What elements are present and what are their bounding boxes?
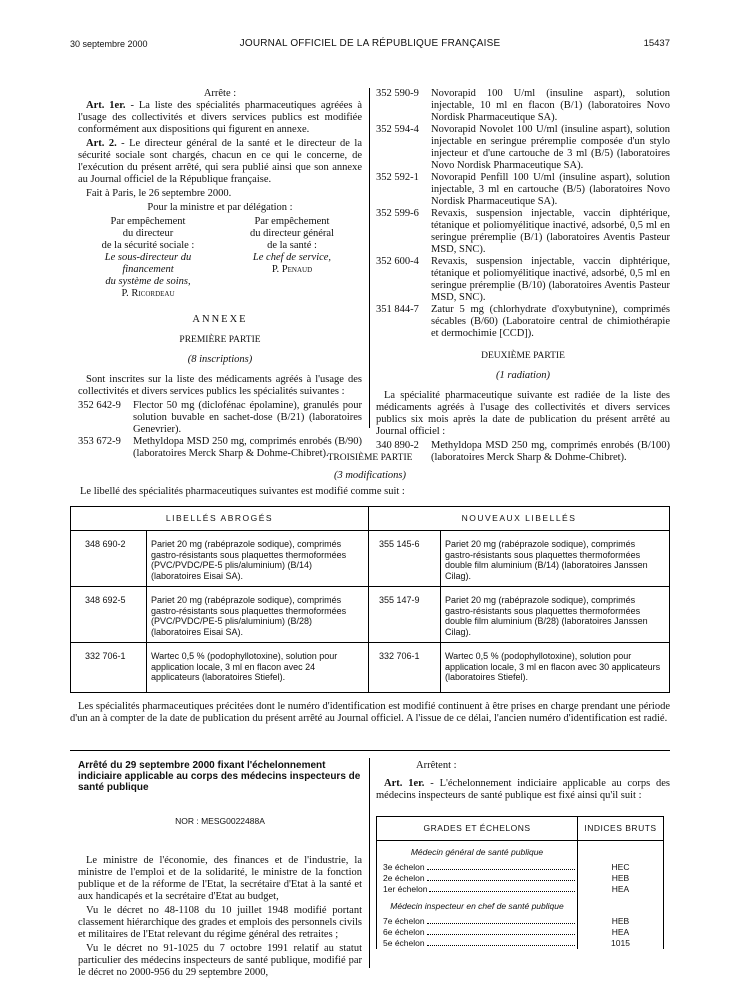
column-header-new: NOUVEAUX LIBELLÉS (369, 507, 670, 531)
article-2-text: - Le directeur général de la santé et le directeur de la sécurité sociale sont chargés, chacun en ce qui le concerne, de l'exécution du présent arrêté, qui sera publié ainsi que son annexe au Journal officiel de la République française. (78, 138, 362, 185)
sig-right-name: P. Penaud (271, 264, 313, 275)
decree-article-1-text: - L'échelonnement indiciaire applicable au corps des médecins inspecteurs de santé publique est fixé ainsi qu'il suit : (376, 778, 670, 801)
item-number: 352 590-9 (376, 88, 419, 99)
item-text: Revaxis, suspension injectable, vaccin diphtérique, tétanique et poliomyélitique inactivé, adsorbé, 0,5 ml en seringue préremplie (B/10) (laboratoires Aventis Pasteur MSD, SNC). (431, 256, 670, 303)
list-item (376, 124, 670, 172)
item-number: 351 844-7 (376, 304, 419, 315)
table-row (377, 873, 664, 884)
grade-label: 5e échelon (383, 938, 425, 948)
header-title: JOURNAL OFFICIEL DE LA RÉPUBLIQUE FRANÇAISE (239, 38, 501, 49)
item-text: Novorapid 100 U/ml (insuline aspart), solution injectable, 10 ml en flacon (B/1) (laboratoires Novo Nordisk Pharmaceutique SA). (431, 88, 670, 123)
part-2-subtitle: (1 radiation) (496, 370, 550, 381)
part-1-subtitle: (8 inscriptions) (187, 354, 253, 365)
dot-leader (427, 873, 575, 881)
column-header-grades: GRADES ET ÉCHELONS (377, 817, 578, 841)
new-label: Pariet 20 mg (rabéprazole sodique), comprimés gastro-résistants sous plaquettes thermoformées double film aluminium (B/14) (laboratoires Janssen Cilag). (441, 531, 670, 587)
column-header-indices: INDICES BRUTS (578, 817, 664, 841)
new-label: Wartec 0,5 % (podophyllotoxine), solution pour application locale, 3 ml en flacon avec 30 applicateurs (laboratoires Stiefel). (441, 643, 670, 693)
grade-label: 2e échelon (383, 873, 425, 883)
empty-cell (578, 841, 664, 863)
article-1-label: Art. 1er. (86, 100, 126, 111)
table-row (71, 587, 670, 643)
sig-left-line: du système de soins, (105, 276, 191, 287)
sig-left-line: Le sous-directeur du financement (104, 252, 192, 275)
nor-reference: NOR : MESG0022488A (175, 816, 265, 826)
column-divider (369, 88, 370, 428)
table-header-row (71, 507, 670, 531)
decree-visa-1: Vu le décret no 48-1108 du 10 juillet 1948 modifié portant classement hiérarchique des grades et emplois des personnels civils et militaires de l'Etat relevant du régime général des retraites ; (78, 905, 362, 940)
item-text: Zatur 5 mg (chlorhydrate d'oxybutynine), comprimés sécables (B/60) (Laboratoire central de chimiothérapie et dermochimie [CCD]). (431, 304, 670, 339)
index-value: 1015 (578, 938, 664, 949)
decree-right (376, 760, 670, 949)
part-3-title: TROISIÈME PARTIE (327, 453, 413, 463)
index-value: HEA (578, 927, 664, 938)
table-row (377, 938, 664, 949)
decree-article-1 (376, 778, 670, 802)
arrete-label: Arrête : (203, 88, 237, 99)
index-value: HEB (578, 873, 664, 884)
article-2-label: Art. 2. (86, 138, 117, 149)
part-2-intro: La spécialité pharmaceutique suivante est radiée de la liste des médicaments agréés à l'usage des collectivités et divers services publics six mois après la date de publication du présent arrêté au Journal officiel : (376, 390, 670, 437)
new-label: Pariet 20 mg (rabéprazole sodique), comprimés gastro-résistants sous plaquettes thermoformées double film aluminium (B/28) (laboratoires Janssen Cilag). (441, 587, 670, 643)
list-item (376, 256, 670, 304)
sig-left-line: de la sécurité sociale : (101, 240, 195, 251)
new-number: 332 706-1 (369, 643, 441, 693)
table-row (71, 643, 670, 693)
sig-left-line: Par empêchement (110, 216, 186, 227)
list-item (376, 304, 670, 340)
delegation: Pour la ministre et par délégation : (147, 202, 293, 213)
old-number: 348 692-5 (71, 587, 147, 643)
modifications-table (70, 506, 670, 693)
table-row (377, 927, 664, 938)
new-number: 355 145-6 (369, 531, 441, 587)
fait-a-paris: Fait à Paris, le 26 septembre 2000. (86, 188, 232, 199)
old-number: 348 690-2 (71, 531, 147, 587)
decree-left (78, 760, 362, 981)
dot-leader (427, 938, 575, 946)
dot-leader (429, 884, 575, 892)
page-header (70, 38, 670, 52)
item-number: 352 592-1 (376, 172, 419, 183)
decree-visa-2: Vu le décret no 91-1025 du 7 octobre 1991 relatif au statut particulier des médecins inspecteurs de santé publique, modifié par le décret no 2000-956 du 29 septembre 2000, (78, 943, 362, 978)
table-row (377, 884, 664, 895)
sig-left-line: du directeur (122, 228, 174, 239)
table-group-row (377, 895, 664, 916)
item-number: 353 672-9 (78, 436, 121, 447)
item-number: 352 599-6 (376, 208, 419, 219)
signature-left (78, 216, 218, 300)
empty-cell (578, 895, 664, 916)
item-text: Methyldopa MSD 250 mg, comprimés enrobés (B/100) (laboratoires Merck Sharp & Dohme-Chibret). (431, 440, 670, 463)
item-number: 352 600-4 (376, 256, 419, 267)
index-value: HEC (578, 862, 664, 873)
item-text: Novorapid Penfill 100 U/ml (insuline aspart), solution injectable, 3 ml en cartouche (B/5) (laboratoires Novo Nordisk Pharmaceutique SA). (431, 172, 670, 207)
dot-leader (427, 927, 575, 935)
article-2 (78, 138, 362, 186)
decree-preamble: Le ministre de l'économie, des finances et de l'industrie, la ministre de l'emploi et de la solidarité, le ministre de la fonction publique et de la réforme de l'Etat, la secrétaire d'Etat à la santé et aux handicapés et la secrétaire d'Etat au budget, (78, 855, 362, 902)
part-2-title: DEUXIÈME PARTIE (481, 351, 565, 361)
decree-title: Arrêté du 29 septembre 2000 fixant l'échelonnement indiciaire applicable au corps des médecins inspecteurs de santé publique (78, 760, 361, 793)
arretent-label: Arrêtent : (416, 760, 457, 771)
header-date: 30 septembre 2000 (70, 39, 148, 49)
item-number: 352 594-4 (376, 124, 419, 135)
old-label: Pariet 20 mg (rabéprazole sodique), comprimés gastro-résistants sous plaquettes thermoformées (PVC/PVDC/PE-5 plis/aluminium) (B/28) (laboratoires Eisai SA). (147, 587, 369, 643)
item-text: Methyldopa MSD 250 mg, comprimés enrobés (B/90) (laboratoires Merck Sharp & Dohme-Chibret). (133, 436, 362, 459)
item-number: 352 642-9 (78, 400, 121, 411)
part-1-title: PREMIÈRE PARTIE (179, 335, 261, 345)
column-divider (369, 758, 370, 968)
item-text: Flector 50 mg (diclofénac épolamine), granulés pour solution buvable en sachet-dose (B/21) (laboratoires Genevrier). (133, 400, 362, 435)
page-number: 15437 (643, 38, 670, 49)
list-item (376, 172, 670, 208)
article-1-text: - La liste des spécialités pharmaceutiques agréées à l'usage des collectivités et divers services publics est modifiée conformément aux dispositions qui figurent en annexe. (78, 100, 362, 135)
article-1 (78, 100, 362, 136)
group-label: Médecin inspecteur en chef de santé publique (377, 895, 578, 916)
right-column (376, 88, 670, 464)
grade-label: 3e échelon (383, 862, 425, 872)
indices-table (376, 816, 664, 949)
section-divider (70, 750, 670, 751)
sig-right-line: Par empêchement (254, 216, 330, 227)
part-1-intro: Sont inscrites sur la liste des médicaments agréés à l'usage des collectivités et divers services publics les spécialités suivantes : (78, 374, 362, 397)
grade-label: 1er échelon (383, 884, 428, 894)
part-3 (70, 452, 670, 727)
column-header-old: LIBELLÉS ABROGÉS (71, 507, 369, 531)
left-column (78, 88, 362, 460)
decree-article-1-label: Art. 1er. (384, 778, 425, 789)
item-text: Revaxis, suspension injectable, vaccin diphtérique, tétanique et poliomyélitique inactivé, adsorbé, 0,5 ml en seringue préremplie (B/1) (laboratoires Aventis Pasteur MSD, SNC). (431, 208, 670, 255)
old-label: Pariet 20 mg (rabéprazole sodique), comprimés gastro-résistants sous plaquettes thermoformées (PVC/PVDC/PE-5 plis/aluminium) (B/14) (laboratoires Eisai SA). (147, 531, 369, 587)
item-text: Novorapid Novolet 100 U/ml (insuline aspart), solution injectable en seringue préremplie composée d'un stylo injecteur et d'une cartouche de 3 ml (B/5) (laboratoires Novo Nordisk Pharmaceutique SA). (431, 124, 670, 171)
list-item (78, 400, 362, 436)
signatures (78, 216, 362, 300)
index-value: HEB (578, 916, 664, 927)
old-number: 332 706-1 (71, 643, 147, 693)
signature-right (222, 216, 362, 300)
dot-leader (427, 862, 575, 870)
part-3-closing: Les spécialités pharmaceutiques précitées dont le numéro d'identification est modifié continuent à être prises en charge prendant une période d'un an à compter de la date de publication du présent arrêté au Journal officiel. A l'issue de ce délai, l'ancien numéro d'identification est radié. (70, 701, 670, 724)
grade-label: 6e échelon (383, 927, 425, 937)
part-3-subtitle: (3 modifications) (333, 470, 407, 481)
index-value: HEA (578, 884, 664, 895)
dot-leader (427, 916, 575, 924)
list-item (376, 208, 670, 256)
list-item (376, 88, 670, 124)
table-group-row (377, 841, 664, 863)
sig-right-line: du directeur général (250, 228, 334, 239)
old-label: Wartec 0,5 % (podophyllotoxine), solution pour application locale, 3 ml en flacon avec 24 applicateurs (laboratoires Stiefel). (147, 643, 369, 693)
table-row (71, 531, 670, 587)
sig-right-line: Le chef de service, (252, 252, 332, 263)
annexe-title: ANNEXE (192, 314, 248, 325)
table-header-row (377, 817, 664, 841)
group-label: Médecin général de santé publique (377, 841, 578, 863)
item-number: 340 890-2 (376, 440, 419, 451)
new-number: 355 147-9 (369, 587, 441, 643)
part-3-intro: Le libellé des spécialités pharmaceutiques suivantes est modifié comme suit : (80, 486, 405, 497)
grade-label: 7e échelon (383, 916, 425, 926)
sig-left-name: P. Ricordeau (121, 288, 175, 299)
table-row (377, 916, 664, 927)
sig-right-line: de la santé : (267, 240, 317, 251)
table-row (377, 862, 664, 873)
